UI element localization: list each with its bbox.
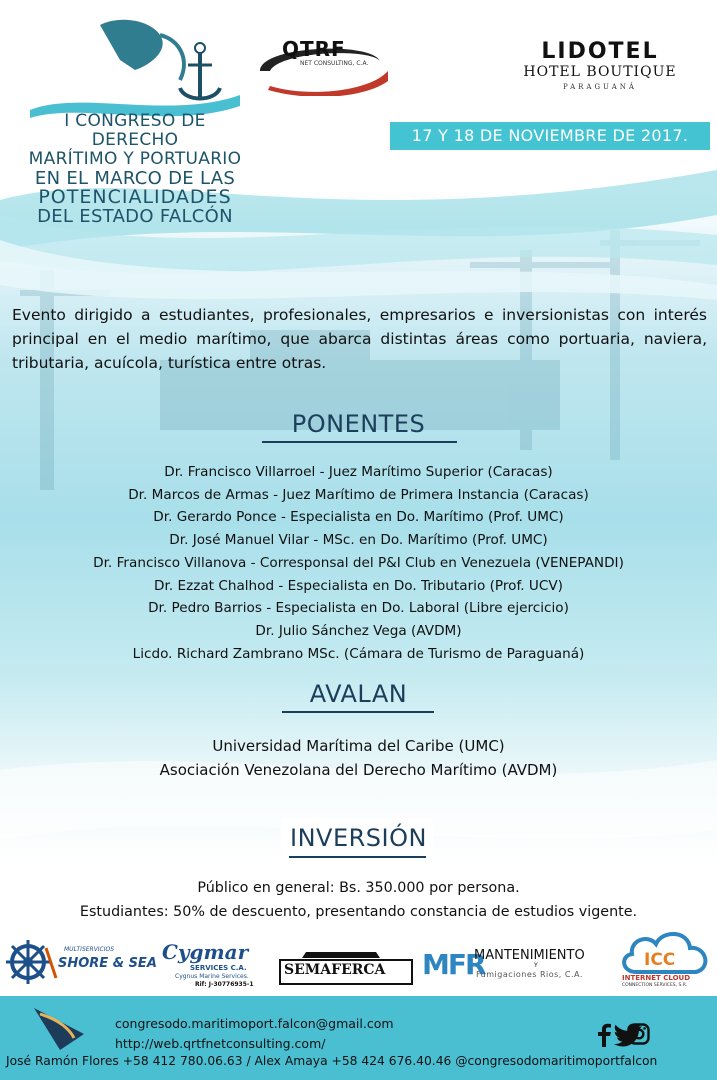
contact-phones: José Ramón Flores +58 412 780.06.63 / Alex Amaya +58 424 676.40.46 @congresodomaritimoportfalcon (6, 1054, 658, 1068)
speaker-item: Dr. Julio Sánchez Vega (AVDM) (255, 622, 462, 639)
mfr-letters: MFR (422, 948, 485, 981)
speaker-item: Dr. Francisco Villanova - Corresponsal del P&I Club en Venezuela (VENEPANDI) (93, 554, 624, 571)
date-banner: 17 Y 18 DE NOVIEMBRE DE 2017. (390, 122, 710, 150)
congreso-title-line: DEL ESTADO FALCÓN (37, 206, 233, 227)
lidotel-subtitle: HOTEL BOUTIQUE (523, 64, 677, 80)
shore-sea-name: SHORE & SEA (58, 956, 157, 971)
icc-letters: ICC (644, 950, 676, 970)
sponsors-bar (0, 928, 717, 996)
footer (0, 996, 717, 1080)
avalan-item: Asociación Venezolana del Derecho Marítimo (AVDM) (159, 761, 558, 779)
footer-anchor-logo (30, 1004, 88, 1054)
mfr-y: Y (534, 962, 538, 969)
avalan-underline (282, 711, 434, 713)
ship-wheel-icon (4, 938, 60, 986)
shore-sea-small: MULTISERVICIOS (64, 946, 115, 953)
cygnus-line2: Cygnus Marine Services. (175, 973, 249, 980)
semaferca-name: SEMAFERCA (284, 962, 386, 978)
contact-email[interactable]: congresodo.maritimoport.falcon@gmail.com (115, 1016, 394, 1031)
lidotel-logo (500, 40, 700, 100)
avalan-title: AVALAN (309, 680, 408, 708)
icc-subtitle: CONNECTION SERVICES, S.R. (622, 983, 688, 988)
speakers-list (0, 461, 717, 665)
congreso-title-line: POTENCIALIDADES (38, 186, 232, 208)
instagram-icon[interactable] (628, 1023, 650, 1045)
speaker-item: Dr. Ezzat Chalhod - Especialista en Do. Tributario (Prof. UCV) (154, 577, 563, 594)
intro-paragraph: Evento dirigido a estudiantes, profesionales, empresarios e inversionistas con interés principal en el medio marítimo, que abarca distintas áreas como portuaria, naviera, tributaria, acuícola, turística entre otras. (12, 306, 707, 372)
qtrf-name: QTRF (282, 37, 346, 61)
cygnus-rif: Rif: J-30776935-1 (195, 981, 254, 988)
cygnus-line1: SERVICES C.A. (190, 964, 247, 972)
speaker-item: Dr. Gerardo Ponce - Especialista en Do. Marítimo (Prof. UMC) (153, 509, 564, 526)
mfr-subtitle: Fumigaciones Rios, C.A. (476, 970, 583, 979)
icc-name: INTERNET CLOUD (622, 974, 691, 982)
ponentes-title: PONENTES (291, 410, 426, 438)
congreso-title-line: EN EL MARCO DE LAS (34, 168, 236, 189)
lidotel-location: PARAGUANÁ (563, 83, 637, 91)
pricing-line: Público en general: Bs. 350.000 por persona. (197, 880, 520, 896)
speaker-item: Licdo. Richard Zambrano MSc. (Cámara de Turismo de Paraguaná) (132, 645, 585, 662)
facebook-icon[interactable] (594, 1023, 614, 1047)
pricing-info (0, 876, 717, 924)
inversion-underline (289, 856, 426, 858)
cygnus-name: Cygmar (162, 940, 249, 964)
speaker-item: Dr. Francisco Villarroel - Juez Marítimo Superior (Caracas) (164, 464, 553, 480)
avalan-list (0, 734, 717, 782)
ponentes-underline (262, 441, 457, 443)
inversion-title: INVERSIÓN (290, 824, 427, 852)
congreso-title-line: MARÍTIMO Y PORTUARIO (28, 149, 242, 169)
mfr-name: MANTENIMIENTO (474, 948, 585, 963)
qtrf-subtitle: NET CONSULTING, C.A. (300, 60, 369, 67)
congreso-title (20, 112, 250, 226)
website-link[interactable]: http://web.qrtfnetconsulting.com/ (115, 1036, 326, 1051)
congreso-title-line: I CONGRESO DE DERECHO (64, 111, 206, 150)
speaker-item: Dr. Pedro Barrios - Especialista en Do. Laboral (Libre ejercicio) (148, 600, 569, 617)
avalan-item: Universidad Marítima del Caribe (UMC) (212, 737, 505, 755)
speaker-item: Dr. Marcos de Armas - Juez Marítimo de Primera Instancia (Caracas) (128, 486, 589, 503)
pricing-line: Estudiantes: 50% de descuento, presentando constancia de estudios vigente. (79, 904, 638, 920)
speaker-item: Dr. José Manuel Vilar - MSc. en Do. Marítimo (Prof. UMC) (169, 532, 548, 549)
lidotel-name: LIDOTEL (541, 39, 659, 64)
